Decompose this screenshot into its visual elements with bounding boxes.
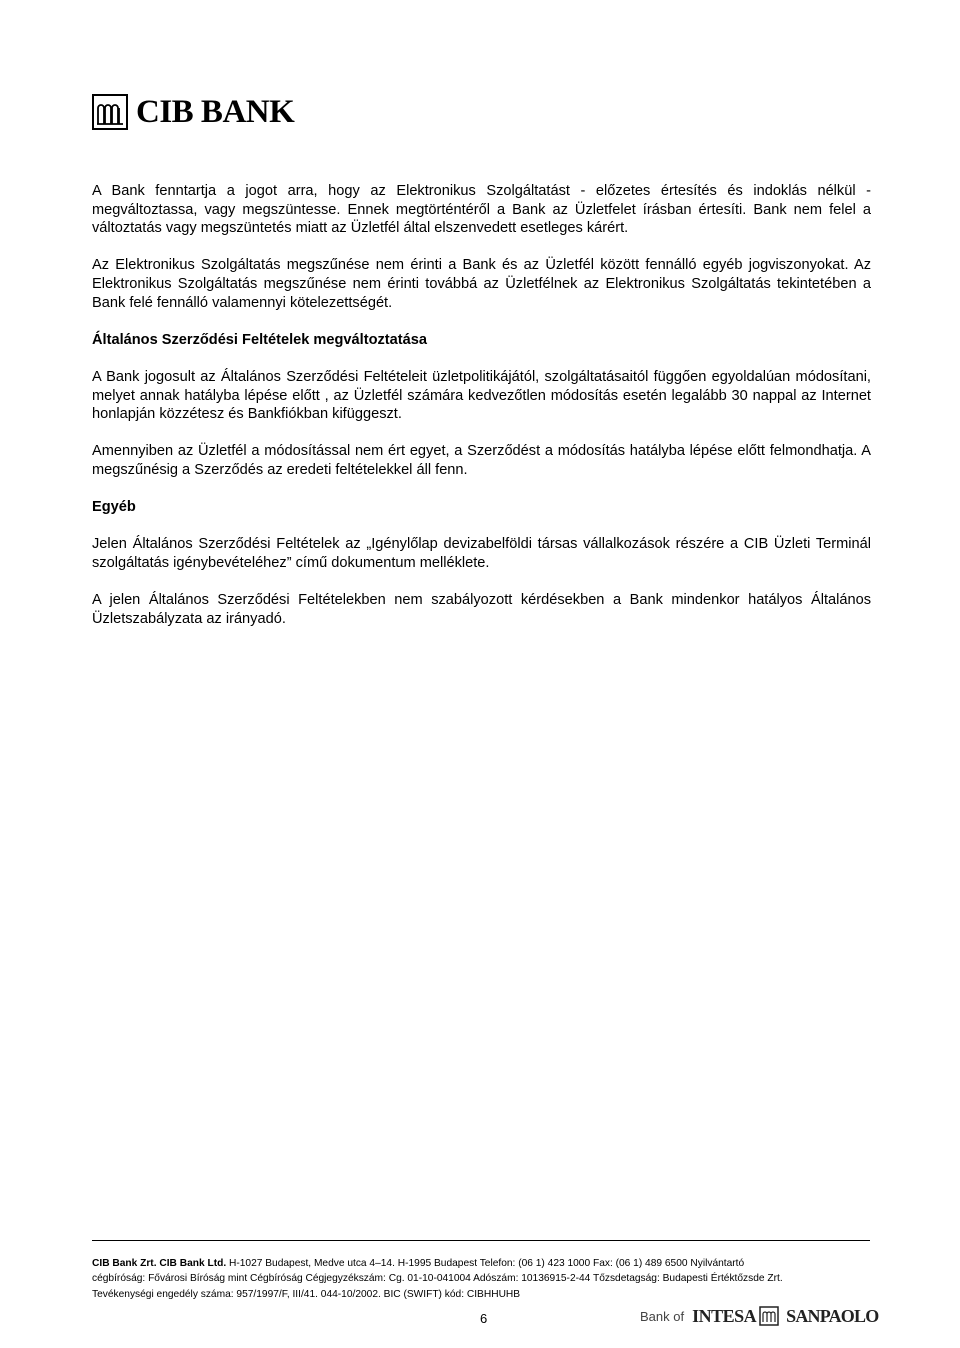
paragraph: Az Elektronikus Szolgáltatás megszűnése nem érinti a Bank és az Üzletfél között fennálló egyéb jogviszonyokat. Az Elektronikus Szolgáltatás megszűnése nem érinti továbbá az Üzletfélnek az Elektronikus Szolgáltatás tekintetében a Bank felé fennálló valamennyi kötelezettségét. [92, 257, 871, 311]
footer-line: cégbíróság: Fővárosi Bíróság mint Cégbíróság Cégjegyzékszám: Cg. 01-10-041004 Adószám: 10136915-2-44 Tőzsdetagság: Budapesti Értéktőzsde Zrt. [92, 1273, 783, 1285]
footer-address: H-1027 Budapest, Medve utca 4–14. H-1995 Budapest Telefon: (06 1) 423 1000 Fax: (06 1) 489 6500 Nyilvántartó [226, 1258, 745, 1269]
footer-line: Tevékenységi engedély száma: 957/1997/F, III/41. 044-10/2002. BIC (SWIFT) kód: CIBHHUHB [92, 1288, 521, 1300]
footer-company-name: CIB Bank Zrt. CIB Bank Ltd. [92, 1258, 227, 1269]
intesa-label: INTESA [692, 1305, 757, 1326]
paragraph: A Bank fenntartja a jogot arra, hogy az Elektronikus Szolgáltatást - előzetes értesítés és indoklás nélkül - megváltoztassa, vagy megszüntesse. Ennek megtörténtéről a Bank az Üzletfelet írásban értesíti. Bank nem felel a változtatás vagy megszüntetés miatt az Üzletfél által elszenvedett esetleges kárért. [92, 183, 871, 237]
paragraph: Jelen Általános Szerződési Feltételek az „Igénylőlap devizabelföldi társas vállalkozások részére a CIB Üzleti Terminál szolgáltatás igénybevételéhez” című dokumentum melléklete. [92, 536, 871, 571]
paragraph: A Bank jogosult az Általános Szerződési Feltételeit üzletpolitikájától, szolgáltatásaitól függően egyoldalúan módosítani, melyet annak hatályba lépése előtt , az Üzletfél számára kedvezőtlen módosítás esetén legalább 30 nappal az Internet honlapján közzétesz és Bankfiókban kifüggeszt. [92, 368, 871, 423]
page-number: 6 [480, 1311, 488, 1326]
intesa-sanpaolo-logo [640, 1305, 878, 1327]
section-heading: Általános Szerződési Feltételek megváltoztatása [92, 331, 427, 348]
cib-bank-logo [92, 93, 294, 131]
cib-logo-icon [92, 94, 128, 130]
section-heading: Egyéb [92, 499, 136, 516]
paragraph: Amennyiben az Üzletfél a módosítással nem ért egyet, a Szerződést a módosítás hatályba lépése előtt felmondhatja. A megszűnésig a Szerződés az eredeti feltételekkel áll fenn. [92, 443, 871, 478]
logo-text: CIB BANK [136, 94, 295, 130]
footer-legal-text [92, 1256, 892, 1302]
bank-of-label: Bank of [640, 1308, 685, 1324]
document-body [92, 182, 871, 628]
footer-line [92, 1256, 892, 1271]
paragraph: A jelen Általános Szerződési Feltételekben nem szabályozott kérdésekben a Bank mindenkor hatályos Általános Üzletszabályzata az irányadó. [92, 592, 871, 627]
footer-divider [92, 1240, 870, 1241]
sanpaolo-label: SANPAOLO [786, 1305, 879, 1326]
intesa-sanpaolo-icon [759, 1306, 779, 1326]
